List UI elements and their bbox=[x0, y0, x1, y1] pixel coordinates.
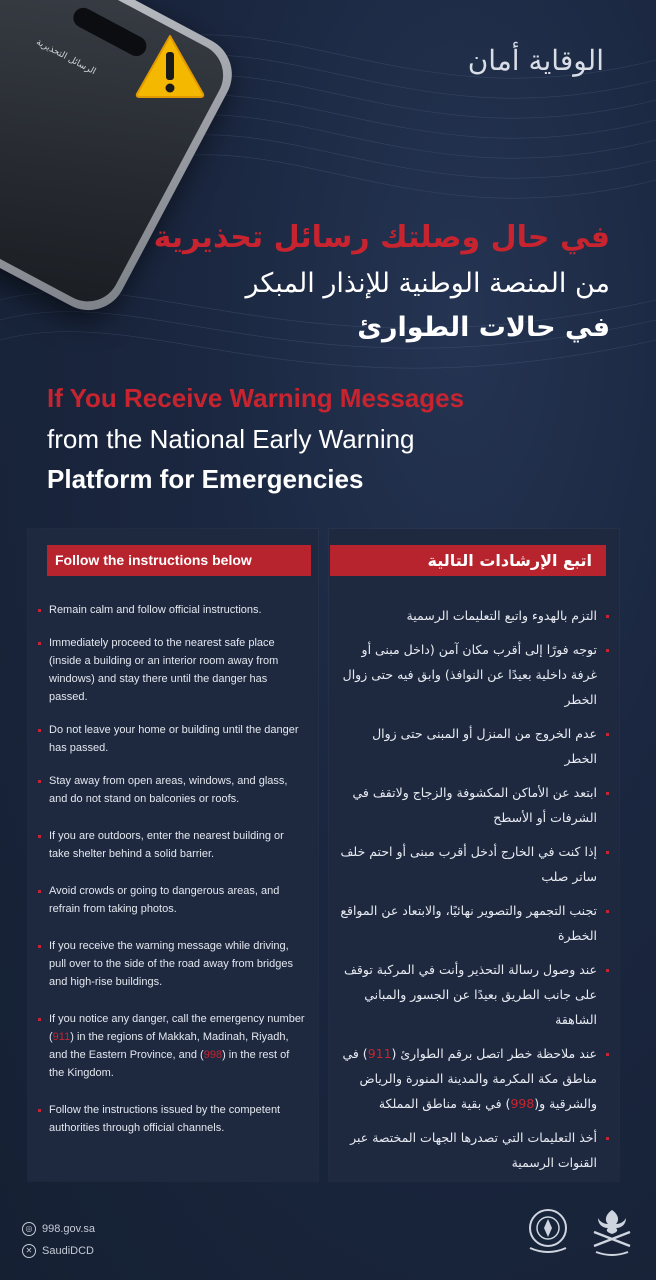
instruction-text: ) in the rest of the Kingdom. bbox=[49, 1049, 290, 1079]
bullet bbox=[606, 649, 609, 652]
instruction-item bbox=[339, 1125, 609, 1175]
instructions-list-en bbox=[38, 601, 306, 1137]
instruction-text: ابتعد عن الأماكن المكشوفة والزجاج ولاتقف في الشرفات أو الأسطح bbox=[352, 785, 597, 825]
emergency-number: 911 bbox=[52, 1031, 71, 1043]
footer-contacts bbox=[22, 1218, 95, 1262]
bullet bbox=[606, 969, 609, 972]
instruction-item bbox=[38, 882, 306, 918]
instruction-text: Stay away from open areas, windows, and glass, and do not stand on balconies or roofs. bbox=[49, 775, 288, 805]
bullet bbox=[38, 642, 41, 645]
instruction-item bbox=[339, 721, 609, 771]
website-link[interactable]: 998.gov.sa bbox=[42, 1223, 96, 1235]
instruction-text: Immediately proceed to the nearest safe place (inside a building or an interior room away from windows) and stay there until the danger has passed. bbox=[49, 637, 279, 703]
emergency-number: 998 bbox=[510, 1096, 535, 1111]
instruction-text: عند وصول رسالة التحذير وأنت في المركبة توقف على جانب الطريق بعيدًا عن الجسور والمباني الشاهقة bbox=[343, 962, 597, 1027]
instruction-text: Remain calm and follow official instructions. bbox=[49, 604, 262, 616]
instruction-item bbox=[38, 721, 306, 757]
panel-arabic bbox=[329, 529, 619, 1181]
bullet bbox=[606, 733, 609, 736]
instruction-item bbox=[38, 937, 306, 991]
bullet bbox=[38, 945, 41, 948]
x-logo-icon: ✕ bbox=[22, 1244, 36, 1258]
bullet bbox=[606, 1137, 609, 1140]
instruction-item bbox=[339, 898, 609, 948]
instruction-item bbox=[339, 780, 609, 830]
instruction-text: إذا كنت في الخارج أدخل أقرب مبنى أو احتم خلف ساتر صلب bbox=[340, 844, 597, 884]
phone-screen-text: الرسائل التحذيرية bbox=[34, 37, 98, 78]
brand-logo: الوقاية أمان bbox=[467, 44, 604, 77]
warning-icon bbox=[134, 32, 206, 100]
bullet bbox=[606, 792, 609, 795]
emergency-number: 911 bbox=[367, 1046, 392, 1061]
bullet bbox=[38, 835, 41, 838]
instruction-text: توجه فورًا إلى أقرب مكان آمن (داخل مبنى أو غرفة داخلية بعيدًا عن النوافذ) وابق فيه حتى زوال الخطر bbox=[342, 642, 597, 707]
heading-en-line1: If You Receive Warning Messages bbox=[47, 383, 465, 413]
panel-arabic-title: اتبع الإرشادات التالية bbox=[330, 545, 606, 576]
instruction-item bbox=[38, 772, 306, 808]
panel-english-title: Follow the instructions below bbox=[47, 545, 311, 576]
emergency-number: 998 bbox=[203, 1049, 223, 1061]
instruction-text: ) في مناطق مكة المكرمة والمدينة المنورة والرياض والشرقية و( bbox=[342, 1046, 597, 1111]
instruction-text: Avoid crowds or going to dangerous areas, and refrain from taking photos. bbox=[49, 885, 280, 915]
instruction-text: If you notice any danger, call the emergency number ( bbox=[49, 1013, 305, 1043]
instruction-text: أخذ التعليمات التي تصدرها الجهات المختصة عبر القنوات الرسمية bbox=[350, 1130, 597, 1170]
instruction-item bbox=[339, 1041, 609, 1116]
heading-en-line2: from the National Early Warning bbox=[47, 424, 415, 454]
instructions-list-ar bbox=[339, 603, 609, 1175]
heading-ar-line2: من المنصة الوطنية للإنذار المبكر bbox=[245, 268, 610, 299]
instruction-item bbox=[339, 839, 609, 889]
bullet bbox=[606, 1053, 609, 1056]
x-handle-link[interactable]: SaudiDCD bbox=[42, 1245, 94, 1257]
instruction-text: ) في بقية مناطق المملكة bbox=[378, 1096, 511, 1111]
instruction-text: عدم الخروج من المنزل أو المبنى حتى زوال الخطر bbox=[372, 726, 597, 766]
bullet bbox=[38, 1018, 41, 1021]
heading-ar-line1: في حال وصلتك رسائل تحذيرية bbox=[153, 220, 610, 255]
instruction-text: ) in the regions of Makkah, Madinah, Riyadh, and the Eastern Province, and ( bbox=[49, 1031, 289, 1061]
bullet bbox=[38, 780, 41, 783]
bullet bbox=[38, 609, 41, 612]
heading-ar-line3: في حالات الطوارئ bbox=[357, 312, 610, 343]
instruction-text: If you are outdoors, enter the nearest building or take shelter behind a solid barrier. bbox=[49, 830, 284, 860]
bullet bbox=[38, 1109, 41, 1112]
instruction-item bbox=[38, 1010, 306, 1082]
heading-en-line3: Platform for Emergencies bbox=[47, 464, 364, 494]
instruction-text: Follow the instructions issued by the competent authorities through official channels. bbox=[49, 1104, 281, 1134]
panel-english bbox=[28, 529, 318, 1181]
instruction-item bbox=[38, 601, 306, 619]
bullet bbox=[38, 890, 41, 893]
instruction-item bbox=[38, 1101, 306, 1137]
saudi-emblem-icon bbox=[586, 1204, 638, 1258]
bullet bbox=[606, 615, 609, 618]
instruction-item bbox=[38, 827, 306, 863]
bullet bbox=[606, 910, 609, 913]
instruction-item bbox=[339, 603, 609, 628]
instruction-item bbox=[339, 637, 609, 712]
instruction-item bbox=[339, 957, 609, 1032]
instruction-text: Do not leave your home or building until the danger has passed. bbox=[49, 724, 299, 754]
footer-x[interactable] bbox=[22, 1240, 95, 1262]
instruction-text: تجنب التجمهر والتصوير نهائيًا، والابتعاد عن المواقع الخطرة bbox=[340, 903, 597, 943]
bullet bbox=[606, 851, 609, 854]
footer-website[interactable] bbox=[22, 1218, 95, 1240]
instruction-text: عند ملاحظة خطر اتصل برقم الطوارئ ( bbox=[391, 1046, 597, 1061]
globe-icon: ◎ bbox=[22, 1222, 36, 1236]
civil-defense-emblem-icon bbox=[522, 1204, 574, 1258]
bullet bbox=[38, 729, 41, 732]
instruction-item bbox=[38, 634, 306, 706]
instruction-text: التزم بالهدوء واتبع التعليمات الرسمية bbox=[406, 608, 597, 623]
instruction-text: If you receive the warning message while driving, pull over to the side of the road away from bridges and high-rise buildings. bbox=[49, 940, 293, 988]
